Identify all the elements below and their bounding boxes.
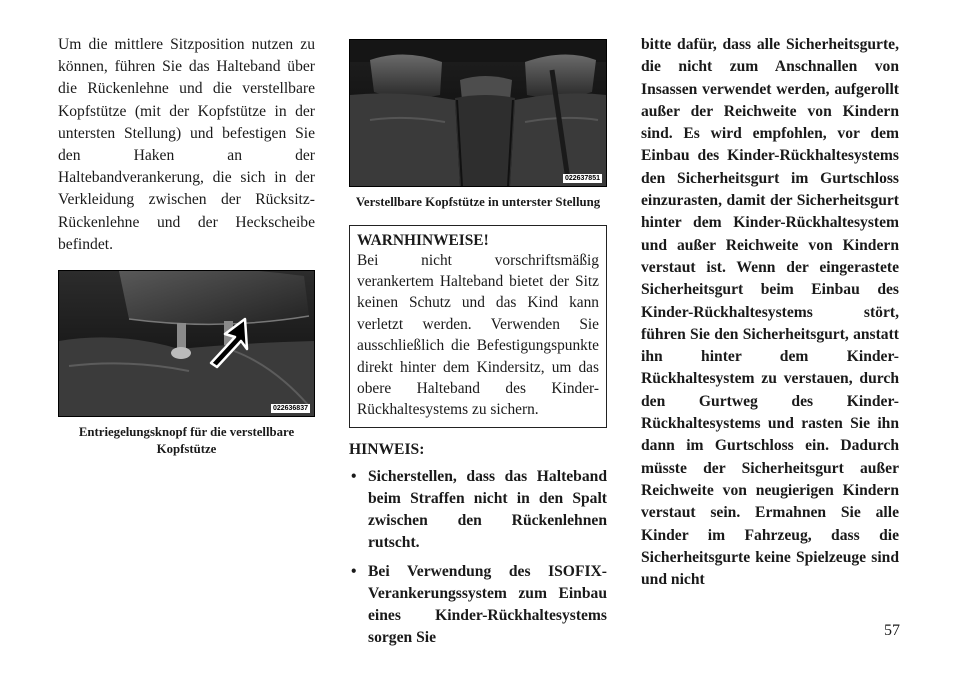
note-list bbox=[349, 466, 607, 650]
column-right bbox=[641, 34, 899, 591]
warning-text: Bei nicht vorschriftsmäßig verankertem Halteband bietet der Sitz keinen Schutz und das Kind kann verletzt werden. Verwenden Sie ausschließlich die Befestigungspunkte direkt hinter dem Kindersitz, um das obere Halteband des Kinder-Rückhaltesystems zu sichern. bbox=[357, 251, 599, 419]
page-number: 57 bbox=[884, 622, 900, 639]
headrest-release-photo bbox=[58, 270, 315, 417]
figure-code: 022636837 bbox=[272, 405, 308, 413]
figure-code: 022637851 bbox=[564, 175, 600, 182]
headrest-lowest-photo bbox=[349, 39, 607, 187]
bullet-icon: • bbox=[351, 562, 357, 580]
warning-box bbox=[349, 225, 607, 428]
intro-paragraph: Um die mittlere Sitzposition nutzen zu können, führen Sie das Halteband über die Rückenlehne und die verstellbare Kopfstütze (mit der Kopfstütze in der untersten Stellung) und befestigen Sie den Haken an der Haltebandverankerung, die sich in der Verkleidung zwischen der Rücksitz-Rückenlehne und der Heckscheibe befindet. bbox=[58, 36, 315, 253]
continuation-paragraph: bitte dafür, dass alle Sicherheitsgurte, die nicht zum Anschnallen von Insassen verwendet werden, aufgerollt außer der Reichweite von Kindern sind. Es wird empfohlen, vor dem Einbau des Kinder-Rückhaltesystems den Sicherheitsgurt im Gurtschloss einzurasten, damit der Sicherheitsgurt hinter dem Kinder-Rückhaltesystem und außer Reichweite von Kindern verstaut ist. Wenn der eingerastete Sicherheitsgurt beim Einbau des Kinder-Rückhaltesystems stört, führen Sie den Sicherheitsgurt, anstatt ihn hinter dem Kinder-Rückhaltesystem zu verstauen, durch den Gurtweg des Kinder-Rückhaltesystems und rasten Sie ihn dann im Gurtschloss ein. Dadurch müsste der Sicherheitsgurt außer Reichweite von neugierigen Kindern verstaut sein. Ermahnen Sie alle Kinder im Fahrzeug, dass die Sicherheitsgurte keine Spielzeuge sind und nicht bbox=[641, 36, 899, 589]
column-middle bbox=[349, 34, 607, 655]
note-item-text: Bei Verwendung des ISOFIX-Verankerungssystem zum Einbau eines Kinder-Rückhaltesystems sorgen Sie bbox=[368, 562, 607, 647]
note-item-text: Sicherstellen, dass das Halteband beim Straffen nicht in den Spalt zwischen den Rückenlehnen rutscht. bbox=[368, 467, 607, 552]
list-item bbox=[349, 466, 607, 555]
figure-caption: Entriegelungsknopf für die verstellbare Kopfstütze bbox=[78, 425, 295, 456]
rear-seat-illustration bbox=[350, 40, 606, 186]
bullet-icon: • bbox=[351, 467, 357, 485]
list-item bbox=[349, 561, 607, 650]
headrest-release-illustration bbox=[59, 271, 314, 416]
column-left bbox=[58, 34, 315, 457]
figure-caption: Verstellbare Kopfstütze in unterster Stellung bbox=[355, 195, 601, 209]
note-title: HINWEIS: bbox=[349, 440, 425, 458]
warning-title: WARNHINWEISE! bbox=[357, 231, 489, 249]
